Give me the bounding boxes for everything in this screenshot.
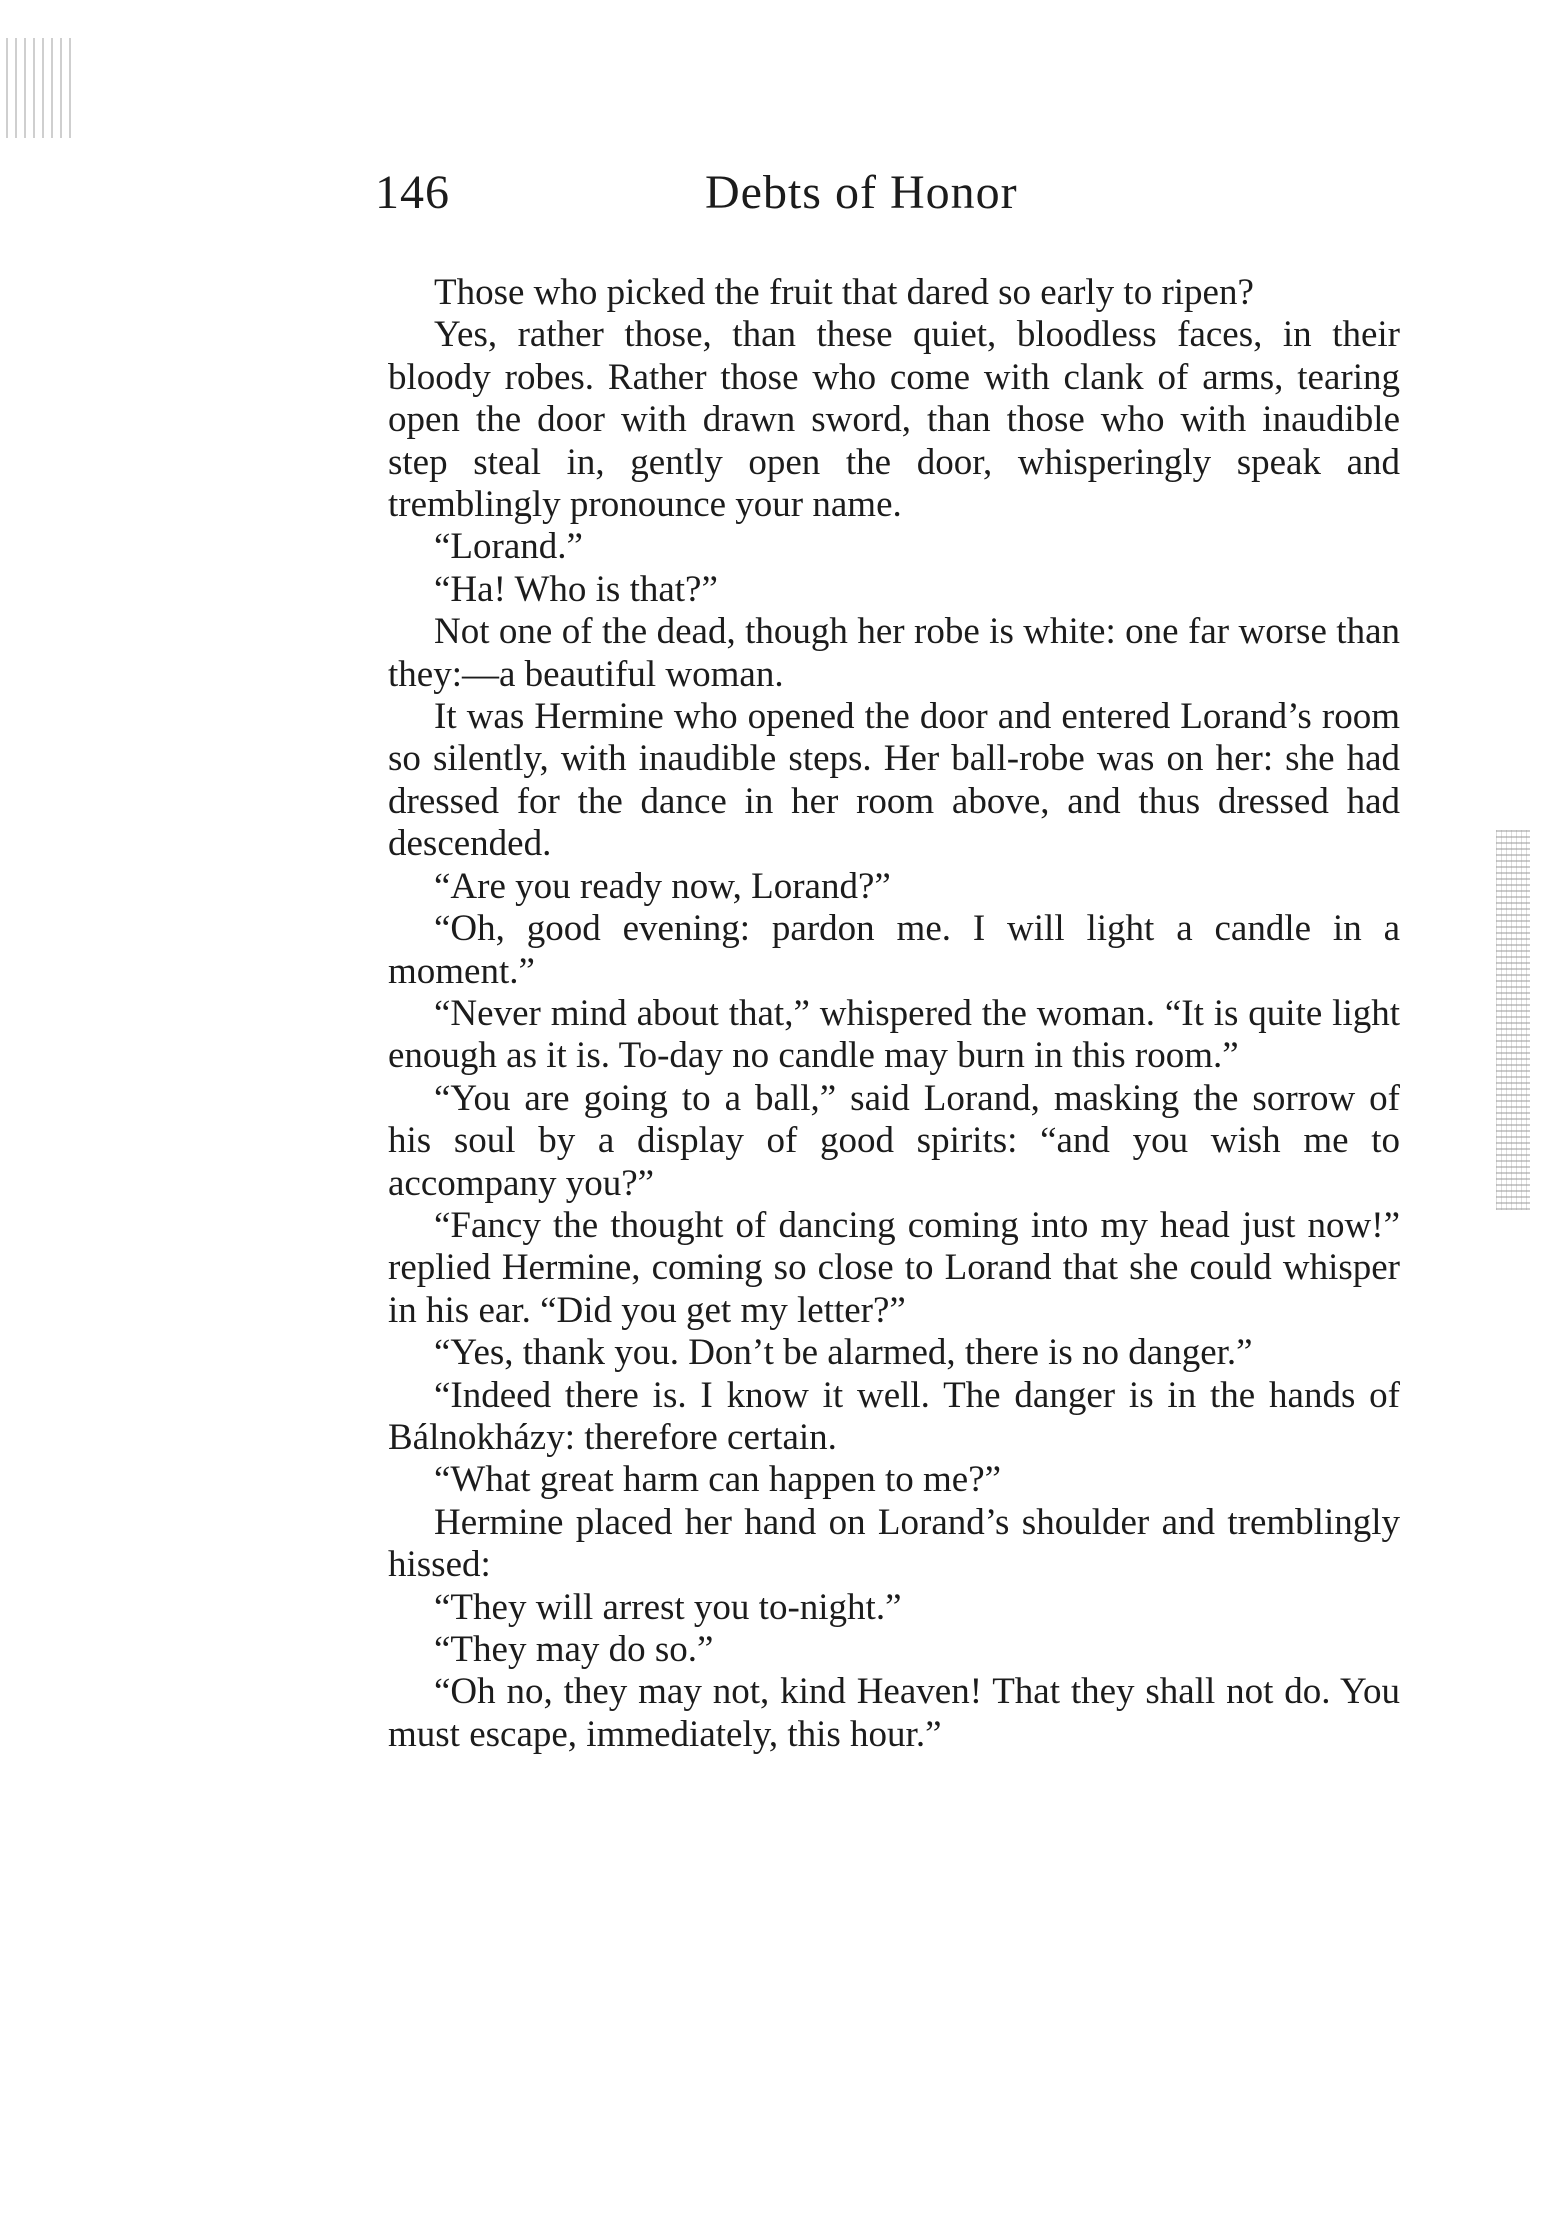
paragraph: Hermine placed her hand on Lorand’s shoulder and tremblingly hissed: xyxy=(388,1501,1400,1586)
paragraph: “Lorand.” xyxy=(434,526,583,568)
paragraph: “You are going to a ball,” said Lorand, masking the sorrow of his soul by a display of good spirits: “and you wish me to accompany you?” xyxy=(388,1077,1400,1204)
paragraph: Those who picked the fruit that dared so early to ripen? xyxy=(434,272,1254,313)
page-header xyxy=(375,165,1395,235)
paragraph: “Are you ready now, Lorand?” xyxy=(434,865,891,907)
paragraph: “Fancy the thought of dancing coming into my head just now!” replied Hermine, coming so close to Lorand that she could whisper in his ear. “Did you get my letter?” xyxy=(388,1204,1400,1331)
paragraph: “What great harm can happen to me?” xyxy=(434,1459,1002,1501)
paragraph: Yes, rather those, than these quiet, bloodless faces, in their bloody robes. Rather those who come with clank of arms, tearing open the door with drawn sword, than those who with inaudible step steal in, gently open the door, whisperingly speak and tremblingly pronounce your name. xyxy=(388,314,1400,526)
body-text xyxy=(388,272,1400,1756)
paragraph: “Yes, thank you. Don’t be alarmed, there is no danger.” xyxy=(434,1332,1253,1374)
paragraph: “Ha! Who is that?” xyxy=(434,568,718,610)
paragraph: Not one of the dead, though her robe is white: one far worse than they:—a beautiful woman. xyxy=(388,611,1400,695)
paragraph: “They may do so.” xyxy=(434,1629,714,1670)
paragraph: It was Hermine who opened the door and entered Lorand’s room so silently, with inaudible steps. Her ball-robe was on her: she had dressed for the dance in her room above, and thus dressed had descended. xyxy=(388,696,1400,865)
page-number: 146 xyxy=(375,166,450,219)
running-title: Debts of Honor xyxy=(705,166,1018,219)
paragraph: “Indeed there is. I know it well. The danger is in the hands of Bálnokházy: therefore certain. xyxy=(388,1374,1400,1458)
paragraph: “Never mind about that,” whispered the woman. “It is quite light enough as it is. To-day no candle may burn in this room.” xyxy=(388,992,1400,1077)
paragraph: “They will arrest you to-night.” xyxy=(434,1586,902,1628)
scan-edge-mark-left xyxy=(6,38,72,138)
paragraph: “Oh no, they may not, kind Heaven! That they shall not do. You must escape, immediately, this hour.” xyxy=(388,1671,1400,1755)
paragraph: “Oh, good evening: pardon me. I will light a candle in a moment.” xyxy=(388,908,1400,992)
scan-edge-mark-right xyxy=(1496,830,1530,1210)
